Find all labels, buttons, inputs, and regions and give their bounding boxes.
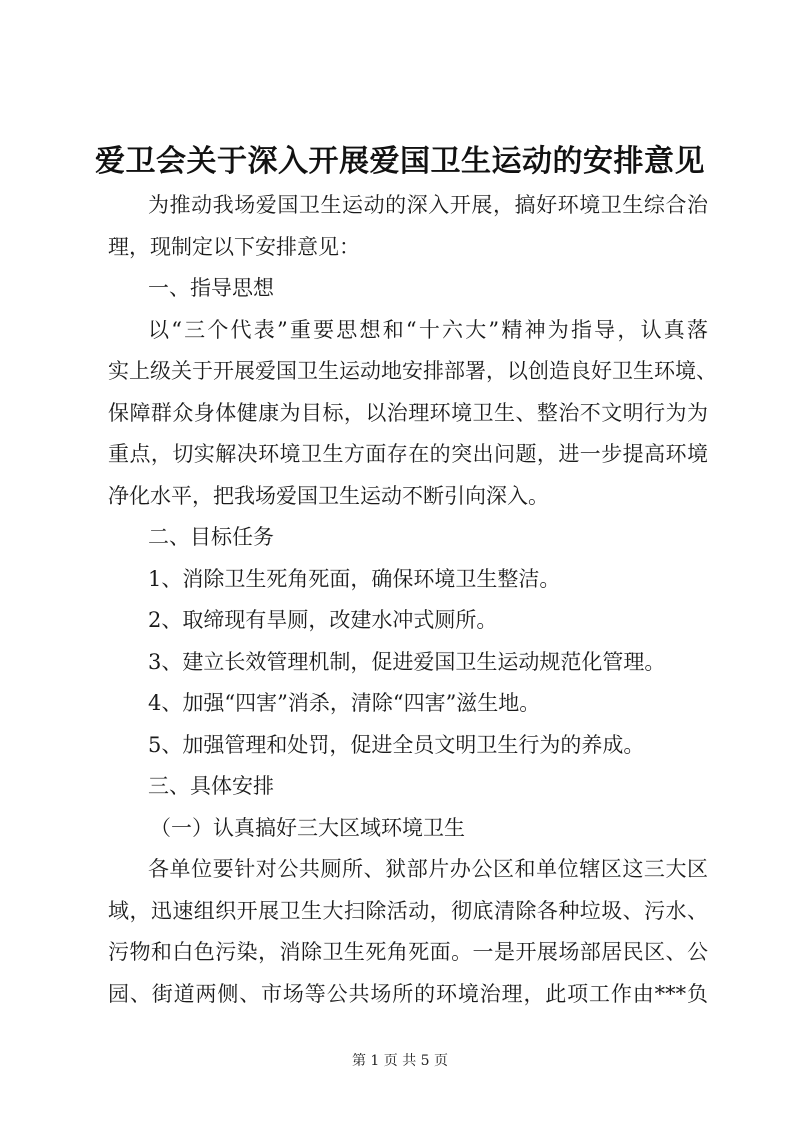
paragraph-line: 以“三个代表”重要思想和“十六大”精神为指导，认真落 bbox=[148, 317, 708, 342]
list-item: 2、取缔现有旱厕，改建水冲式厕所。 bbox=[148, 608, 498, 632]
document-title: 爱卫会关于深入开展爱国卫生运动的安排意见 bbox=[95, 144, 705, 179]
page-number: 第 1 页 共 5 页 bbox=[351, 1053, 449, 1069]
subsection-heading: （一）认真搞好三大区域环境卫生 bbox=[150, 815, 465, 840]
document-body bbox=[108, 185, 717, 1015]
paragraph-line: 实上级关于开展爱国卫生运动地安排部署，以创造良好卫生环境、 bbox=[108, 359, 717, 383]
paragraph-line: 园、街道两侧、市场等公共场所的环境治理，此项工作由***负 bbox=[108, 981, 708, 1006]
list-item: 3、建立长效管理机制，促进爱国卫生运动规范化管理。 bbox=[148, 649, 666, 674]
paragraph-line: 域，迅速组织开展卫生大扫除活动，彻底清除各种垃圾、污水、 bbox=[108, 898, 708, 923]
list-item: 1、消除卫生死角死面，确保环境卫生整洁。 bbox=[148, 566, 561, 591]
paragraph-line: 理，现制定以下安排意见： bbox=[108, 234, 360, 259]
paragraph-line: 污物和白色污染，消除卫生死角死面。一是开展场部居民区、公 bbox=[108, 940, 708, 964]
section-heading: 一、指导思想 bbox=[148, 276, 274, 300]
list-item: 5、加强管理和处罚，促进全员文明卫生行为的养成。 bbox=[148, 732, 645, 757]
paragraph-line: 净化水平，把我场爱国卫生运动不断引向深入。 bbox=[108, 483, 549, 508]
section-heading: 三、具体安排 bbox=[148, 774, 274, 798]
paragraph-line: 为推动我场爱国卫生运动的深入开展，搞好环境卫生综合治 bbox=[148, 193, 708, 217]
list-item: 4、加强“四害”消杀，清除“四害”滋生地。 bbox=[148, 691, 541, 715]
section-heading: 二、目标任务 bbox=[148, 525, 274, 549]
paragraph-line: 重点，切实解决环境卫生方面存在的突出问题，进一步提高环境 bbox=[108, 442, 708, 466]
paragraph-line: 各单位要针对公共厕所、狱部片办公区和单位辖区这三大区 bbox=[148, 857, 708, 881]
paragraph-line: 保障群众身体健康为目标，以治理环境卫生、整治不文明行为为 bbox=[108, 400, 708, 425]
